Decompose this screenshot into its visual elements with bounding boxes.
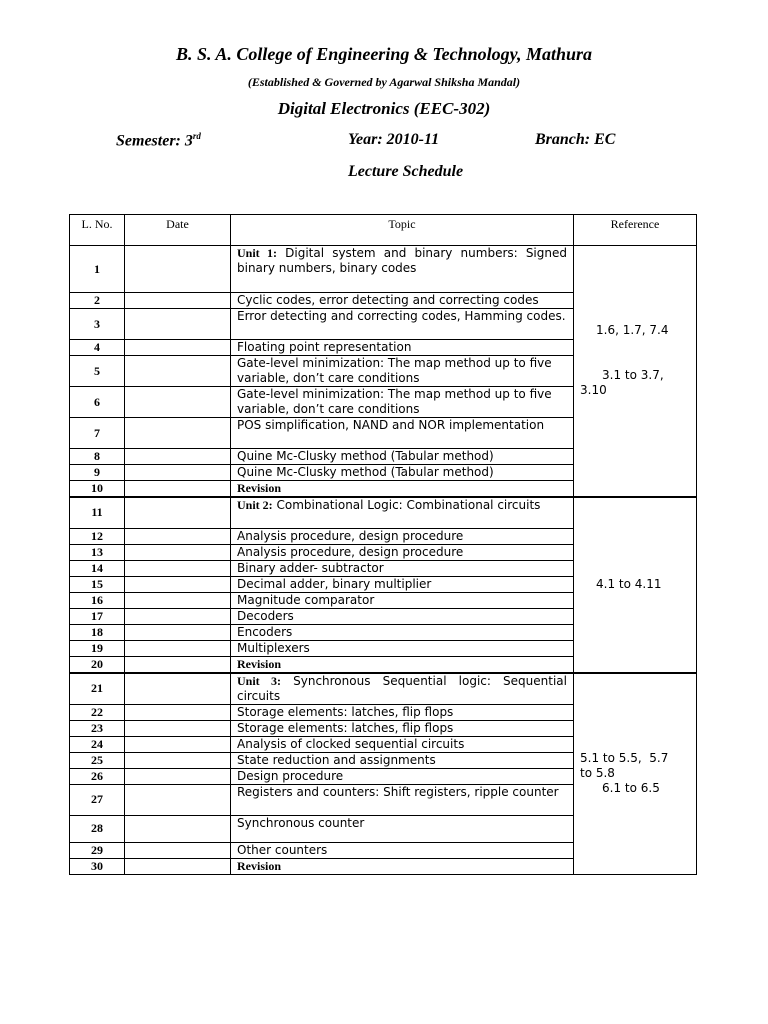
lecture-number-cell: 12 [70,528,125,544]
date-cell [125,858,231,874]
topic-text: Analysis procedure, design procedure [237,528,464,543]
topic-cell [231,449,574,465]
table-body [70,246,697,875]
reference-cell [574,497,697,673]
topic-text: Decimal adder, binary multiplier [237,576,432,591]
column-header-lno: L. No. [70,215,125,246]
branch-label: Branch: EC [535,131,616,148]
revision-label: Revision [237,481,282,495]
lecture-number-cell: 10 [70,481,125,498]
lecture-number-cell: 7 [70,418,125,449]
reference-line: 3.10 [580,383,607,397]
topic-cell [231,576,574,592]
topic-text: Registers and counters: Shift registers, ripple counter [237,784,559,799]
lecture-number-cell: 25 [70,752,125,768]
topic-text: Storage elements: latches, flip flops [237,720,454,735]
topic-cell [231,497,574,528]
revision-label: Revision [237,656,282,671]
schedule-title: Lecture Schedule [348,163,464,180]
date-cell [125,465,231,481]
reference-line: 3.1 to 3.7, [602,368,664,382]
lecture-number-cell: 22 [70,704,125,720]
date-cell [125,640,231,656]
lecture-number-cell: 20 [70,656,125,673]
date-cell [125,293,231,309]
established-note: (Established & Governed by Agarwal Shiksha Mandal) [247,75,521,89]
date-cell [125,704,231,720]
semester-suffix: rd [192,131,201,141]
topic-cell [231,293,574,309]
date-cell [125,720,231,736]
lecture-number-cell: 13 [70,544,125,560]
topic-cell [231,752,574,768]
date-cell [125,340,231,356]
date-cell [125,624,231,640]
topic-text: Decoders [237,608,294,623]
topic-text: POS simplification, NAND and NOR implementation [237,418,545,432]
topic-text: Binary adder- subtractor [237,560,384,575]
topic-text: Error detecting and correcting codes, Hamming codes. [237,309,566,323]
topic-cell [231,784,574,815]
topic-text: Gate-level minimization: The map method up to five variable, don’t care conditions [237,356,552,385]
topic-text: Encoders [237,624,293,639]
date-cell [125,842,231,858]
date-cell [125,560,231,576]
lecture-number-cell: 3 [70,309,125,340]
year-label: Year: 2010-11 [348,131,440,148]
date-cell [125,387,231,418]
lecture-number-cell: 4 [70,340,125,356]
lecture-number-cell: 11 [70,497,125,528]
topic-cell [231,465,574,481]
date-cell [125,544,231,560]
topic-text: Combinational Logic: Combinational circuits [272,498,541,512]
date-cell [125,246,231,293]
lecture-number-cell: 23 [70,720,125,736]
date-cell [125,497,231,528]
lecture-number-cell: 26 [70,768,125,784]
topic-cell [231,736,574,752]
lecture-number-cell: 16 [70,592,125,608]
semester-label [116,131,201,150]
topic-text: Synchronous counter [237,815,365,830]
topic-cell [231,309,574,340]
topic-text: State reduction and assignments [237,752,436,767]
column-header-topic: Topic [231,215,574,246]
table-row [70,246,697,293]
date-cell [125,608,231,624]
topic-text: Other counters [237,842,328,857]
date-cell [125,356,231,387]
reference-line: 1.6, 1.7, 7.4 [596,323,669,337]
reference-cell [574,673,697,875]
date-cell [125,418,231,449]
date-cell [125,481,231,498]
topic-text: Design procedure [237,768,344,783]
lecture-number-cell: 21 [70,673,125,705]
revision-label: Revision [237,858,282,873]
lecture-number-cell: 8 [70,449,125,465]
topic-cell [231,608,574,624]
topic-text: Cyclic codes, error detecting and correcting codes [237,293,539,307]
topic-text: Analysis procedure, design procedure [237,544,464,559]
table-row [70,497,697,528]
topic-cell [231,544,574,560]
reference-line: to 5.8 [580,766,615,780]
date-cell [125,768,231,784]
date-cell [125,784,231,815]
topic-text: Storage elements: latches, flip flops [237,704,454,719]
reference-line [580,353,696,368]
topic-cell [231,673,574,705]
topic-cell [231,528,574,544]
lecture-number-cell: 6 [70,387,125,418]
topic-cell [231,842,574,858]
lecture-schedule-table [69,214,697,875]
topic-cell [231,624,574,640]
reference-line: 4.1 to 4.11 [596,577,662,592]
topic-cell [231,704,574,720]
unit-label: Unit 2: [237,498,273,512]
topic-text: Magnitude comparator [237,592,375,607]
reference-line [580,338,696,353]
subject-title: Digital Electronics (EEC-302) [277,99,491,118]
lecture-number-cell: 24 [70,736,125,752]
table-row [70,673,697,705]
topic-cell [231,720,574,736]
lecture-number-cell: 19 [70,640,125,656]
lecture-number-cell: 29 [70,842,125,858]
topic-cell [231,560,574,576]
lecture-number-cell: 14 [70,560,125,576]
topic-cell [231,387,574,418]
topic-cell [231,481,574,498]
topic-cell [231,356,574,387]
topic-cell [231,768,574,784]
reference-line: 5.1 to 5.5, 5.7 [580,751,669,765]
college-name: B. S. A. College of Engineering & Technology, Mathura [175,44,593,64]
lecture-number-cell: 27 [70,784,125,815]
topic-text: Floating point representation [237,340,412,354]
lecture-number-cell: 9 [70,465,125,481]
lecture-number-cell: 15 [70,576,125,592]
topic-cell [231,246,574,293]
column-header-reference: Reference [574,215,697,246]
semester-text: Semester: 3 [116,132,193,150]
lecture-number-cell: 28 [70,815,125,842]
lecture-number-cell: 2 [70,293,125,309]
date-cell [125,309,231,340]
lecture-number-cell: 30 [70,858,125,874]
date-cell [125,449,231,465]
topic-text: Gate-level minimization: The map method up to five variable, don’t care conditions [237,387,552,416]
date-cell [125,576,231,592]
date-cell [125,736,231,752]
date-cell [125,592,231,608]
lecture-number-cell: 5 [70,356,125,387]
date-cell [125,752,231,768]
topic-text: Digital system and binary numbers: Signed binary numbers, binary codes [237,246,567,275]
date-cell [125,815,231,842]
topic-text: Quine Mc-Clusky method (Tabular method) [237,449,494,463]
lecture-number-cell: 17 [70,608,125,624]
reference-cell [574,246,697,498]
topic-cell [231,815,574,842]
date-cell [125,673,231,705]
unit-label: Unit 1: [237,246,277,260]
table-header-row [70,215,697,246]
topic-cell [231,340,574,356]
topic-text: Multiplexers [237,640,310,655]
lecture-number-cell: 1 [70,246,125,293]
topic-cell [231,656,574,673]
lecture-number-cell: 18 [70,624,125,640]
topic-cell [231,858,574,874]
column-header-date: Date [125,215,231,246]
topic-text: Synchronous Sequential logic: Sequential circuits [237,673,567,703]
topic-cell [231,640,574,656]
reference-line: 6.1 to 6.5 [602,781,660,795]
unit-label: Unit 3: [237,673,281,688]
topic-text: Analysis of clocked sequential circuits [237,736,465,751]
topic-text: Quine Mc-Clusky method (Tabular method) [237,465,494,479]
date-cell [125,528,231,544]
date-cell [125,656,231,673]
topic-cell [231,592,574,608]
topic-cell [231,418,574,449]
